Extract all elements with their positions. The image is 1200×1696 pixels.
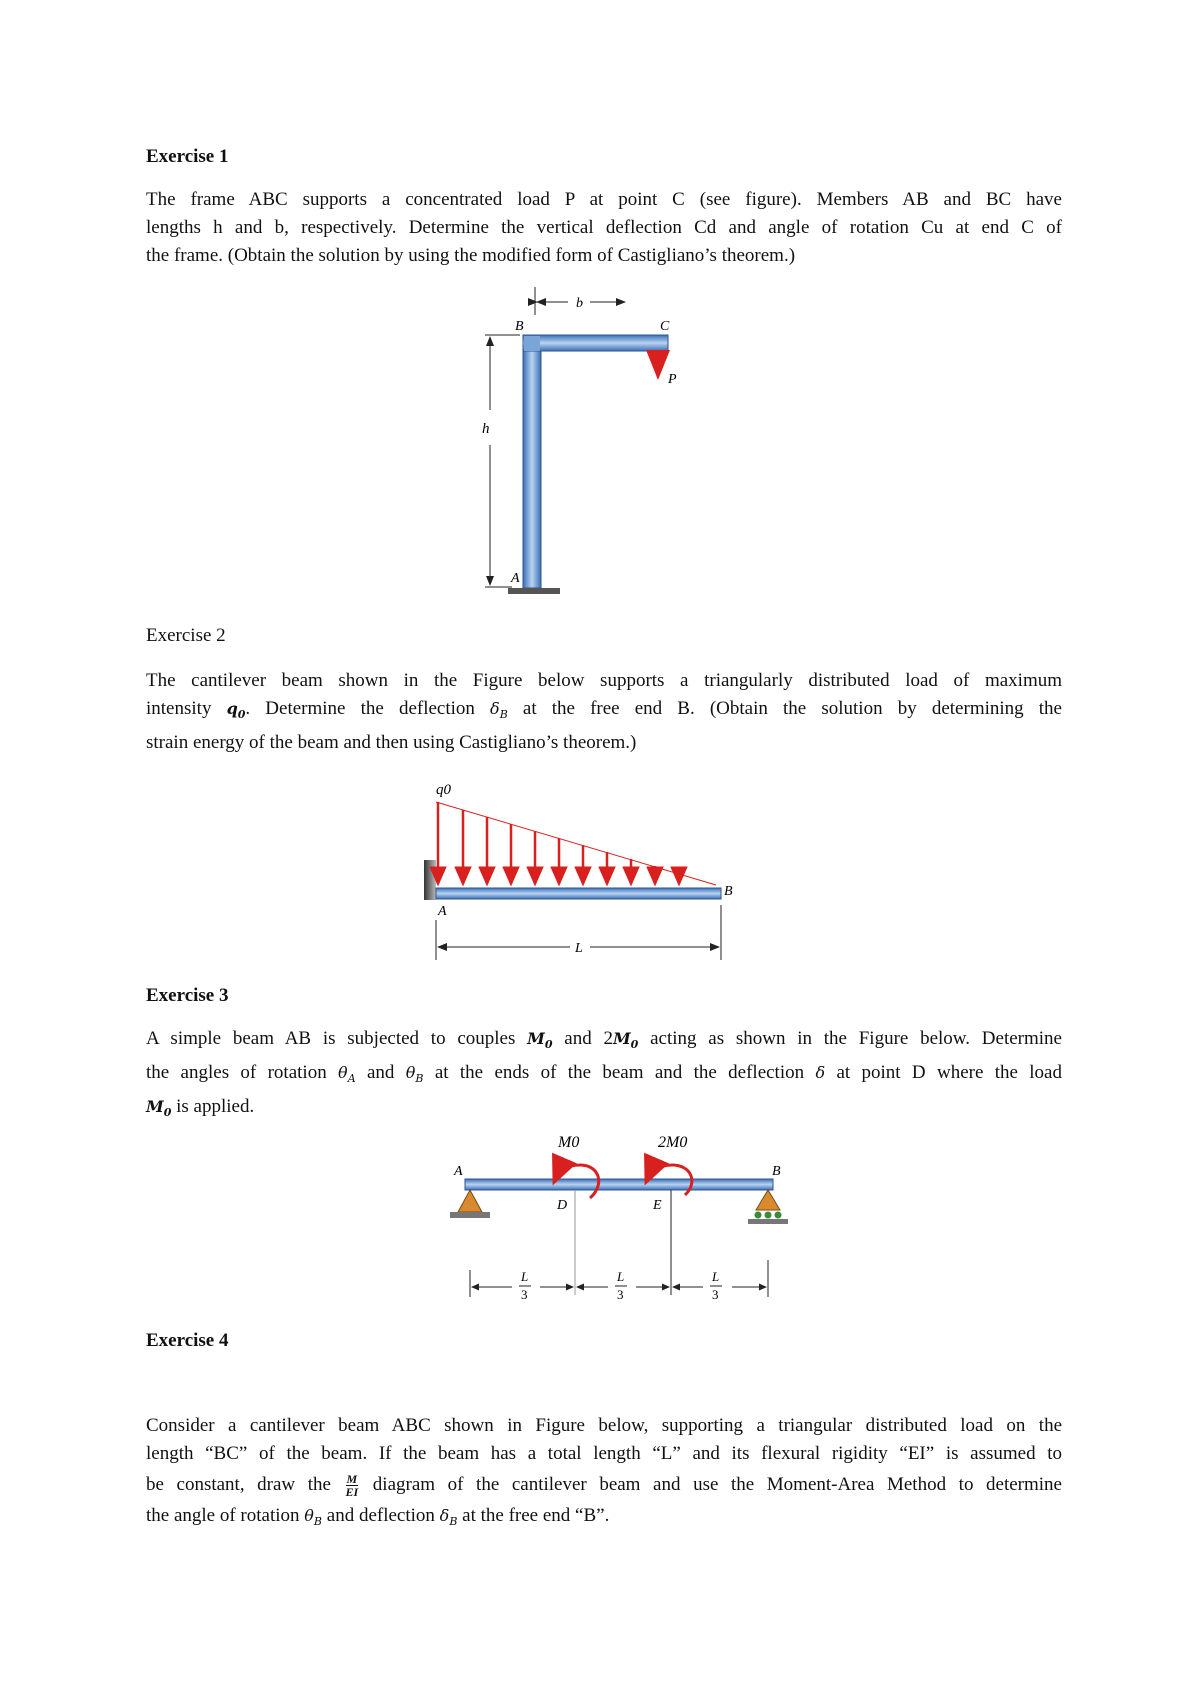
text-run: acting as shown in the Figure below. Determine <box>638 1028 1062 1049</box>
delta-b-symbol: $\delta_B$ <box>490 699 508 722</box>
member-ab <box>523 335 541 588</box>
exercise-3-title: Exercise 3 <box>146 985 229 1006</box>
label-a: A <box>438 904 447 919</box>
member-bc <box>523 335 668 351</box>
beam-ab <box>436 888 721 899</box>
text-run: the angles of rotation <box>146 1062 339 1084</box>
exercise-1-line-3: the frame. (Obtain the solution by using the modified form of Castigliano’s theorem.) <box>146 245 796 266</box>
frame-abc-figure <box>482 285 710 605</box>
exercise-4-line-3 <box>146 1468 1062 1502</box>
exercise-3-line-2 <box>146 1059 1062 1093</box>
exercise-4-line-1: Consider a cantilever beam ABC shown in Figure below, supporting a triangular distributed load on the <box>146 1415 1062 1436</box>
dimension-l-over-3 <box>519 1269 722 1302</box>
label-q0: q0 <box>436 782 451 798</box>
label-e: E <box>653 1198 662 1213</box>
frame-joint-b <box>524 336 540 351</box>
exercise-3-line-1 <box>146 1025 1062 1059</box>
svg-text:L: L <box>521 1269 529 1284</box>
label-b: B <box>724 884 733 899</box>
svg-text:L: L <box>712 1269 720 1284</box>
svg-text:3: 3 <box>712 1287 719 1302</box>
delta-b-symbol: $\delta_B$ <box>439 1506 458 1529</box>
text-run: is applied. <box>171 1096 255 1118</box>
text-run: at the free end B. (Obtain the solution by determining the <box>507 698 1062 719</box>
exercise-4-title: Exercise 4 <box>146 1330 229 1351</box>
simple-beam-couples-figure <box>440 1125 800 1305</box>
exercise-1-text <box>146 186 1062 270</box>
m0-symbol: $M_0$ <box>612 1029 639 1052</box>
exercise-2-line-2 <box>146 695 1062 729</box>
ground-a <box>450 1212 490 1218</box>
theta-a-symbol: $\theta_A$ <box>338 1063 356 1086</box>
m0-symbol: $M_0$ <box>146 1097 172 1120</box>
exercise-2-line-1: The cantilever beam shown in the Figure below supports a triangularly distributed load of maximum <box>146 670 1062 691</box>
text-run: . Determine the deflection <box>245 698 491 719</box>
label-b: B <box>772 1164 781 1179</box>
text-run: at the ends of the beam and the deflection <box>423 1062 816 1084</box>
svg-text:3: 3 <box>521 1287 528 1302</box>
distributed-load-arrows <box>438 802 679 884</box>
exercise-2-text <box>146 667 1062 757</box>
text-run: and deflection <box>322 1505 440 1526</box>
exercise-4-line-2: length “BC” of the beam. If the beam has a total length “L” and its flexural rigidity “EI” is assumed to <box>146 1443 1062 1464</box>
label-a: A <box>454 1164 463 1179</box>
label-b-point: B <box>515 319 524 334</box>
text-run: A simple beam AB is subjected to couples <box>146 1028 528 1049</box>
roller-wheels <box>755 1212 782 1219</box>
label-a-point: A <box>511 571 520 586</box>
exercise-1-line-2: lengths h and b, respectively. Determine the vertical deflection Cd and angle of rotation Cu at end C of <box>146 217 1062 238</box>
exercise-2-line-3: strain energy of the beam and then using Castigliano’s theorem.) <box>146 732 637 754</box>
m-over-ei-fraction: $\frac{M}{EI}$ <box>345 1472 359 1500</box>
delta-symbol: δ <box>815 1063 826 1083</box>
text-run: at point D where the load <box>825 1062 1062 1084</box>
exercise-4-text <box>146 1412 1062 1536</box>
beam-ab <box>465 1179 773 1190</box>
roller-support-b <box>756 1190 780 1210</box>
label-l: L <box>575 941 583 956</box>
label-h: h <box>482 421 490 437</box>
text-run: and <box>355 1062 406 1084</box>
svg-text:L: L <box>617 1269 625 1284</box>
pin-support-a <box>458 1190 482 1212</box>
fixed-support-a <box>508 588 560 594</box>
label-2m0: 2M0 <box>658 1134 688 1151</box>
text-run: be constant, draw the <box>146 1474 344 1495</box>
text-run: diagram of the cantilever beam and use the Moment-Area Method to determine <box>360 1474 1062 1495</box>
text-run: intensity <box>146 698 227 719</box>
theta-b-symbol: $\theta_B$ <box>304 1506 323 1529</box>
label-m0: M0 <box>558 1134 580 1151</box>
exercise-4-line-4 <box>146 1502 1062 1536</box>
fixed-wall <box>424 860 436 900</box>
label-p: P <box>668 372 677 387</box>
exercise-2-title: Exercise 2 <box>146 625 226 646</box>
text-run: at the free end “B”. <box>457 1505 610 1526</box>
exercise-3-text <box>146 1025 1062 1128</box>
theta-b-symbol: $\theta_B$ <box>405 1063 424 1086</box>
exercise-1-line-1: The frame ABC supports a concentrated load P at point C (see figure). Members AB and BC have <box>146 189 1062 210</box>
exercise-3-line-3 <box>146 1093 1062 1127</box>
cantilever-triangular-load-figure <box>420 780 780 965</box>
text-run: and 2 <box>552 1028 613 1049</box>
label-c-point: C <box>660 319 670 334</box>
q0-symbol: $q_0$ <box>226 699 246 722</box>
text-run: the angle of rotation <box>146 1505 305 1526</box>
load-envelope <box>436 802 716 885</box>
exercise-1-title: Exercise 1 <box>146 146 229 167</box>
label-b: b <box>576 296 583 311</box>
ground-b <box>748 1219 788 1224</box>
m0-symbol: $M_0$ <box>527 1029 553 1052</box>
label-d: D <box>557 1198 568 1213</box>
svg-text:3: 3 <box>617 1287 624 1302</box>
